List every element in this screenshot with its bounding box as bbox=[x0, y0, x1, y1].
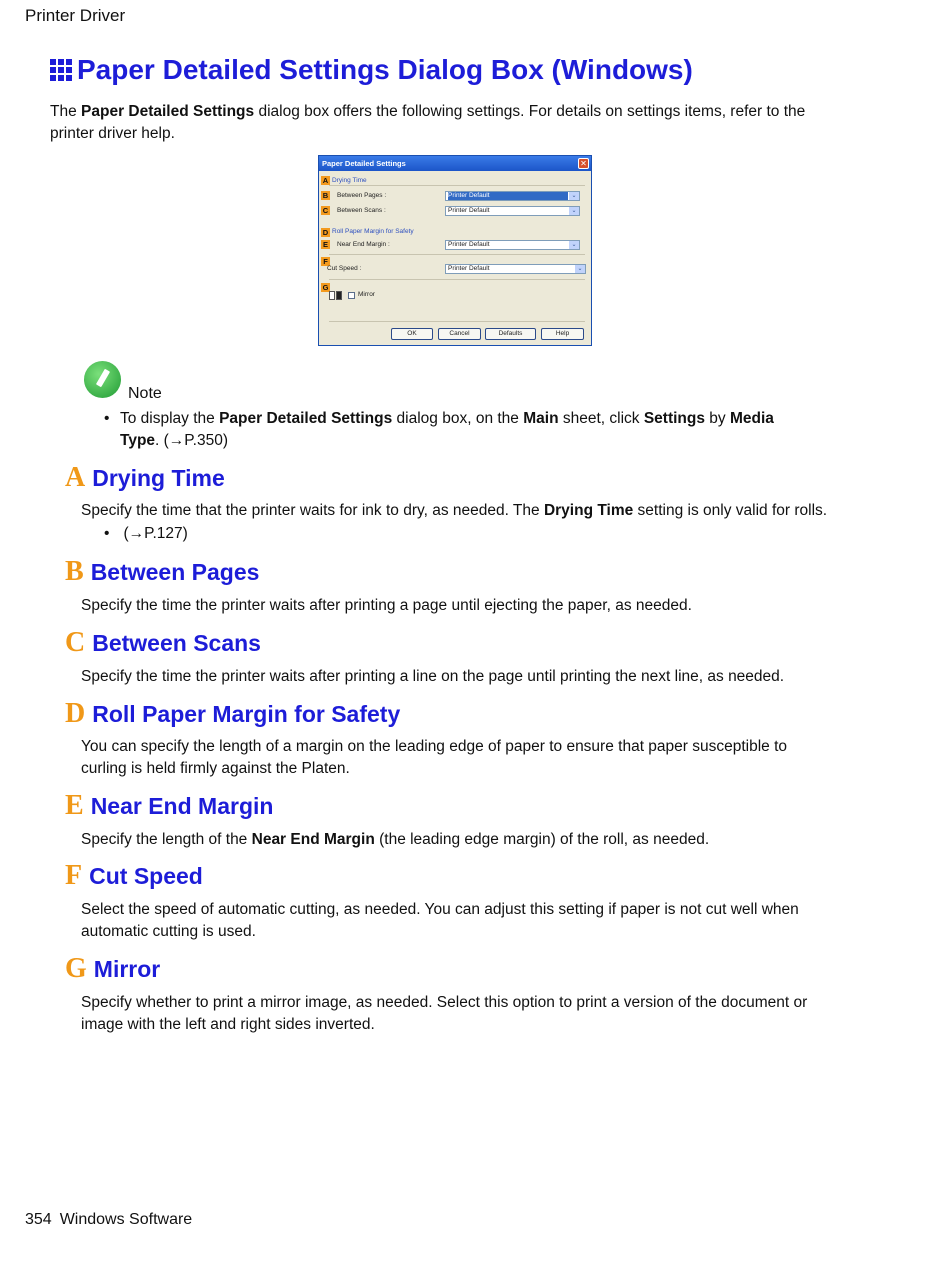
marker-c: C bbox=[322, 206, 329, 215]
near-end-margin-select[interactable]: Printer Default ⌄ bbox=[445, 240, 580, 250]
between-scans-select[interactable]: Printer Default ⌄ bbox=[445, 206, 580, 216]
cut-speed-label: Cut Speed : bbox=[327, 265, 362, 272]
cancel-button[interactable]: Cancel bbox=[438, 328, 481, 340]
mirror-checkbox[interactable] bbox=[348, 292, 355, 299]
dialog-body bbox=[319, 171, 591, 345]
divider bbox=[329, 185, 585, 186]
page-reference-link[interactable]: (→P.127) bbox=[123, 525, 188, 542]
group-roll-paper-margin: Roll Paper Margin for Safety bbox=[332, 228, 414, 235]
dialog-screenshot bbox=[318, 155, 592, 346]
section-body: Specify the length of the Near End Margin (the leading edge margin) of the roll, as needed. bbox=[81, 831, 710, 848]
section-heading-mirror: G Mirror bbox=[65, 953, 161, 984]
chevron-down-icon: ⌄ bbox=[569, 207, 579, 215]
divider bbox=[329, 321, 585, 322]
section-heading-between-pages: B Between Pages bbox=[65, 556, 260, 587]
marker-f: F bbox=[321, 257, 330, 266]
section-body: Select the speed of automatic cutting, as needed. You can adjust this setting if paper is not cut well when automatic cutting is used. bbox=[81, 901, 799, 940]
marker-a: A bbox=[322, 176, 329, 185]
section-heading-roll-paper-margin: D Roll Paper Margin for Safety bbox=[65, 698, 401, 729]
marker-g: G bbox=[322, 283, 329, 292]
section-body: You can specify the length of a margin on the leading edge of paper to ensure that paper susceptible to curling is held firmly against the Platen. bbox=[81, 738, 788, 777]
section-body: Specify the time the printer waits after printing a page until ejecting the paper, as needed. bbox=[81, 597, 692, 614]
page-title-text: Paper Detailed Settings Dialog Box (Windows) bbox=[77, 54, 693, 85]
section-heading-drying-time: A Drying Time bbox=[65, 462, 225, 493]
section-body: Specify whether to print a mirror image, as needed. Select this option to print a version of the document or image with the left and right sides inverted. bbox=[81, 994, 808, 1033]
page-reference-link[interactable]: . (→P.350) bbox=[155, 432, 228, 449]
between-pages-label: Between Pages : bbox=[337, 192, 387, 199]
intro-paragraph: The Paper Detailed Settings dialog box offers the following settings. For details on settings items, refer to the printer driver help. bbox=[50, 103, 806, 142]
defaults-button[interactable]: Defaults bbox=[485, 328, 536, 340]
close-icon[interactable]: ✕ bbox=[578, 158, 589, 169]
marker-d: D bbox=[322, 228, 329, 237]
chevron-down-icon: ⌄ bbox=[575, 265, 585, 273]
note-label: Note bbox=[128, 385, 162, 402]
mirror-label: Mirror bbox=[358, 291, 375, 298]
running-header: Printer Driver bbox=[25, 6, 126, 25]
footer-section: Windows Software bbox=[59, 1211, 193, 1228]
between-pages-select[interactable]: Printer Default ⌄ bbox=[445, 191, 580, 201]
section-body: Specify the time that the printer waits for ink to dry, as needed. The Drying Time setting is only valid for rolls. bbox=[81, 502, 828, 519]
section-heading-between-scans: C Between Scans bbox=[65, 627, 261, 658]
divider bbox=[329, 254, 585, 255]
page-title bbox=[50, 54, 693, 86]
dialog-title: Paper Detailed Settings bbox=[322, 159, 406, 168]
chevron-down-icon: ⌄ bbox=[569, 192, 579, 200]
grid-icon bbox=[50, 59, 72, 81]
note-item: • To display the Paper Detailed Settings dialog box, on the Main sheet, click Settings by Media Type. (→P.350) bbox=[104, 410, 774, 449]
intro-bold: Paper Detailed Settings bbox=[81, 103, 255, 120]
page-number: 354 bbox=[25, 1211, 52, 1228]
bullet: • bbox=[104, 410, 110, 427]
between-scans-label: Between Scans : bbox=[337, 207, 386, 214]
pencil-icon bbox=[84, 361, 121, 398]
near-end-margin-label: Near End Margin : bbox=[337, 241, 390, 248]
page-footer bbox=[25, 1211, 192, 1229]
mirror-icon bbox=[329, 289, 343, 301]
group-drying-time: Drying Time bbox=[332, 177, 367, 184]
help-button[interactable]: Help bbox=[541, 328, 584, 340]
chevron-down-icon: ⌄ bbox=[569, 241, 579, 249]
ok-button[interactable]: OK bbox=[391, 328, 433, 340]
dialog-title-bar bbox=[319, 156, 591, 171]
cut-speed-select[interactable]: Printer Default ⌄ bbox=[445, 264, 586, 274]
divider bbox=[329, 279, 585, 280]
marker-b: B bbox=[322, 191, 329, 200]
section-heading-near-end-margin: E Near End Margin bbox=[65, 790, 274, 821]
reference-bullet: • (→P.127) bbox=[104, 525, 188, 542]
marker-e: E bbox=[322, 240, 328, 249]
section-body: Specify the time the printer waits after printing a line on the page until printing the next line, as needed. bbox=[81, 668, 785, 685]
section-heading-cut-speed: F Cut Speed bbox=[65, 860, 203, 891]
